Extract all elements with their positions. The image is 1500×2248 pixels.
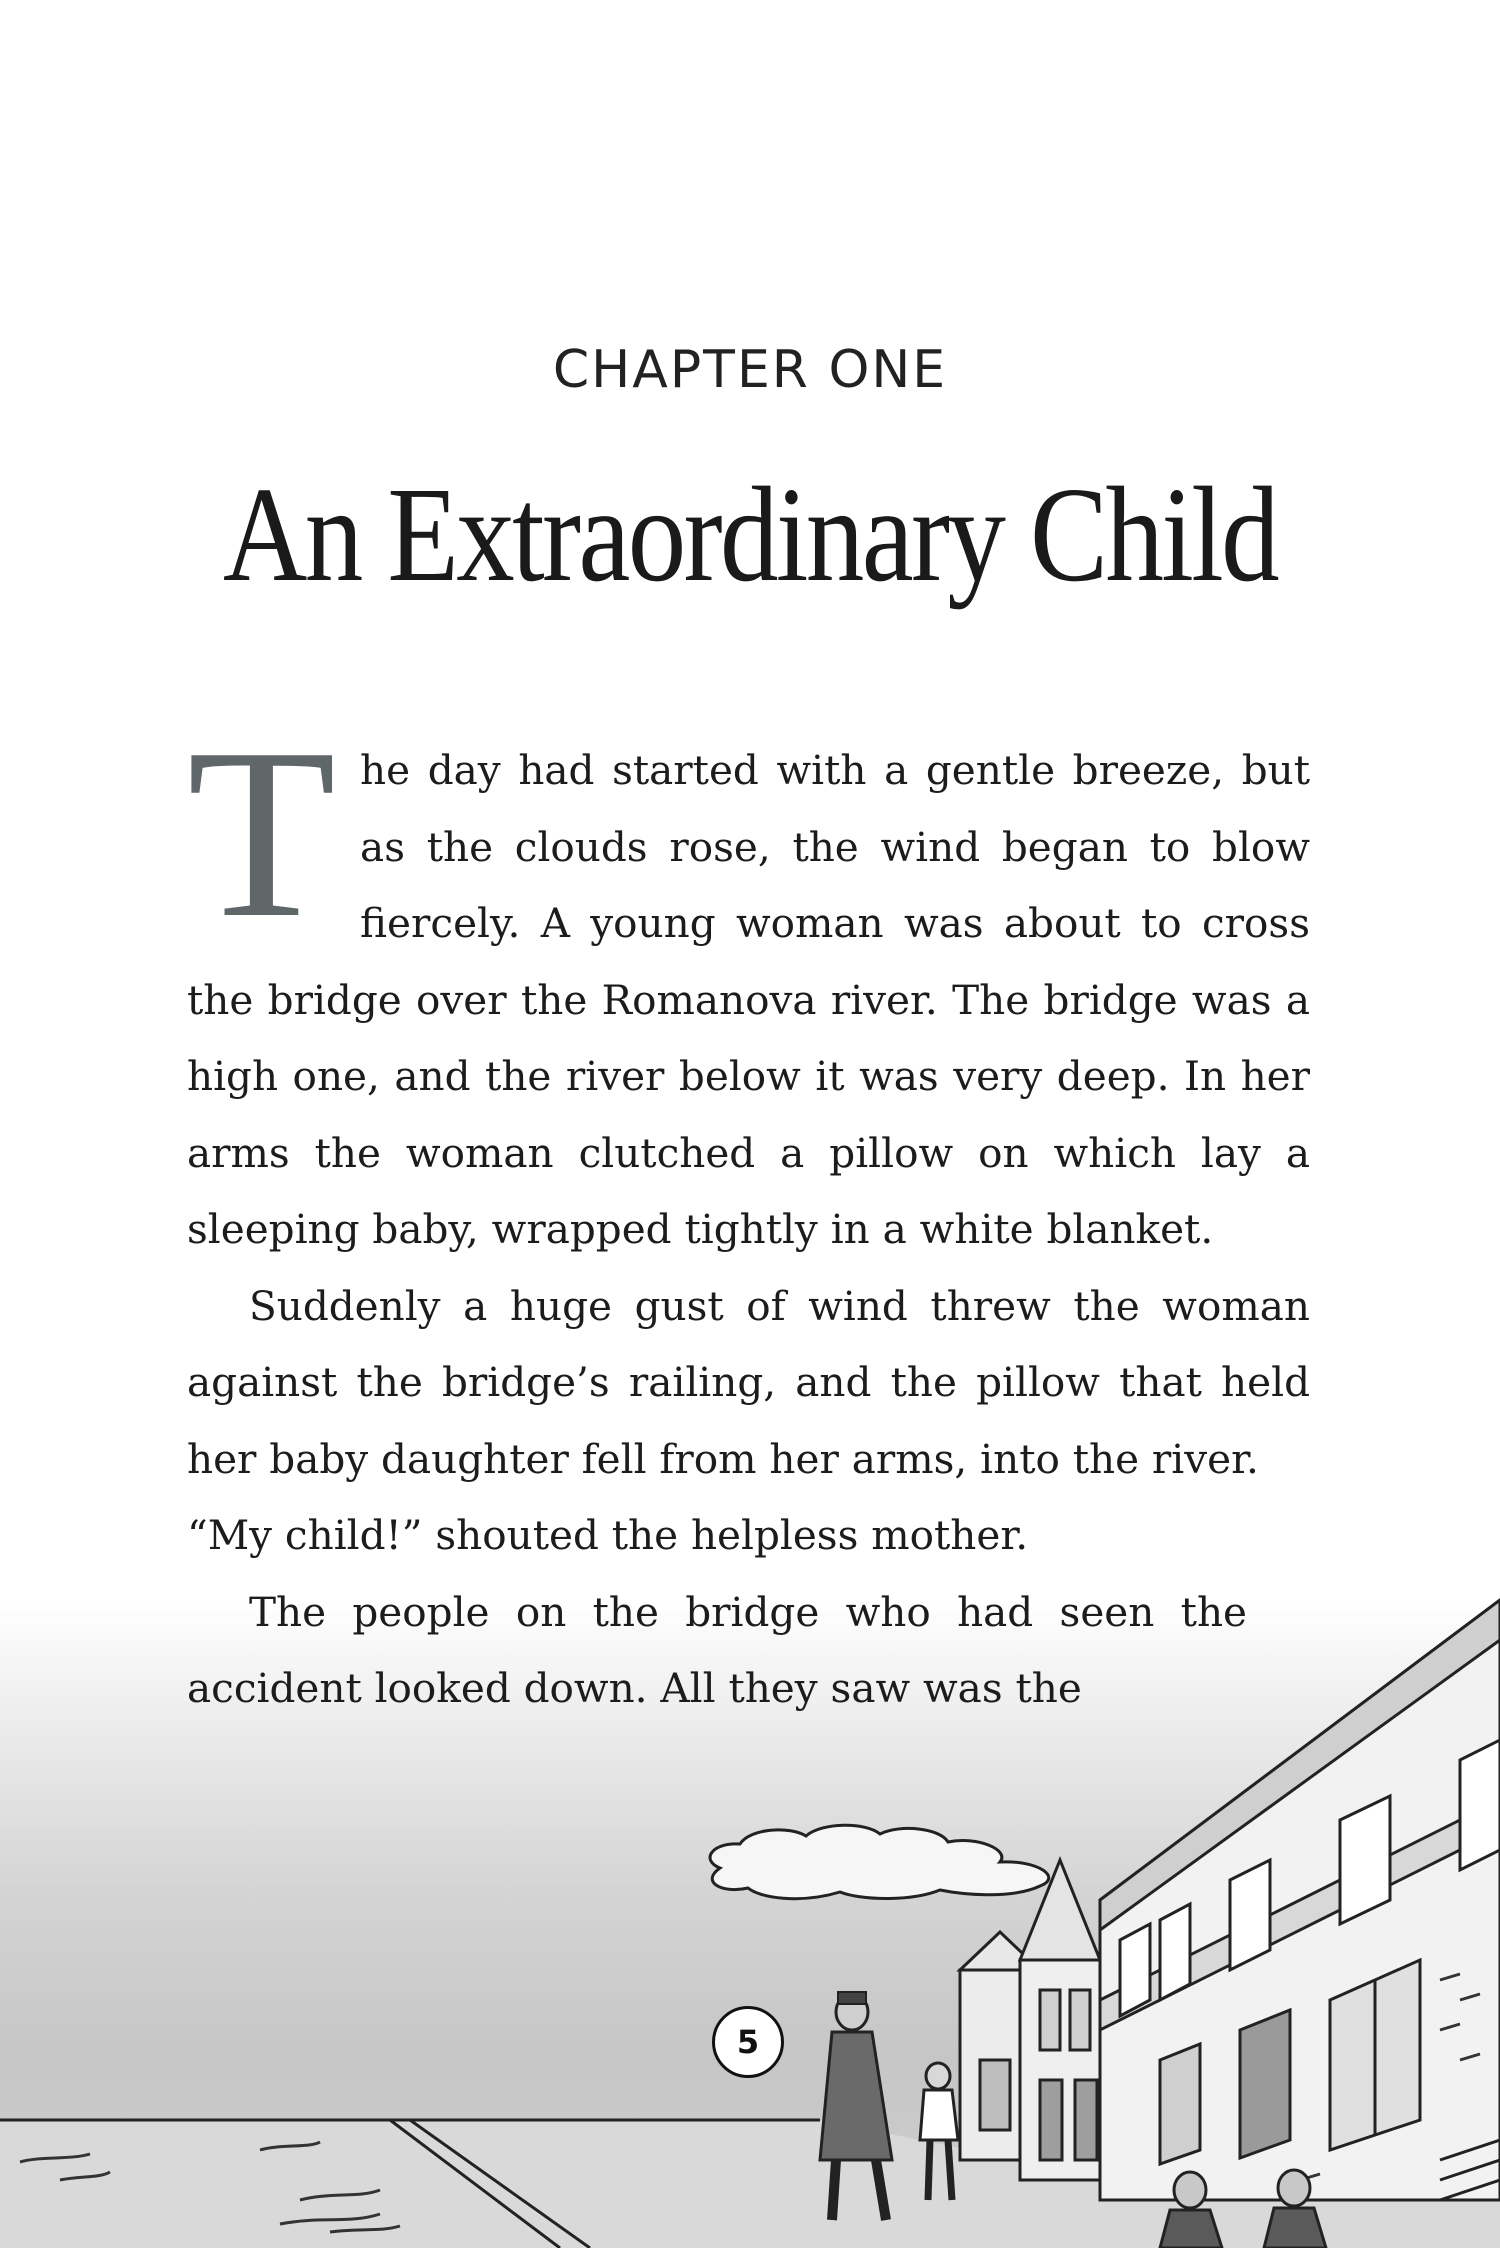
page-number: 5 [712,2006,784,2078]
paragraph-1 [187,698,1310,1268]
paragraph-1-text: he day had started with a gentle breeze, but as the clouds rose, the wind began to blow fiercely. A young woman was about to cross the bridge over the Romanova river. The bridge was a high one, and the river below it was very deep. In her arms the woman clutched a pillow on which lay a sleeping baby, wrapped tightly in a white blanket. [187,746,1310,1253]
paragraph-3: “My child!” shouted the helpless mother. [187,1511,1029,1559]
drop-cap: T [187,698,337,968]
chapter-label: CHAPTER ONE [552,340,948,400]
cloud-illustration [710,1825,1049,1898]
paragraph-2: Suddenly a huge gust of wind threw the woman against the bridge’s railing, and the pillow that held her baby daughter fell from her arms, into the river. [187,1281,1310,1483]
paragraph-4: The people on the bridge who had seen the accident looked down. All they saw was the [187,1587,1247,1712]
chapter-title: An Extraordinary Child [222,460,1278,610]
chapter-body-text [187,698,1310,1727]
